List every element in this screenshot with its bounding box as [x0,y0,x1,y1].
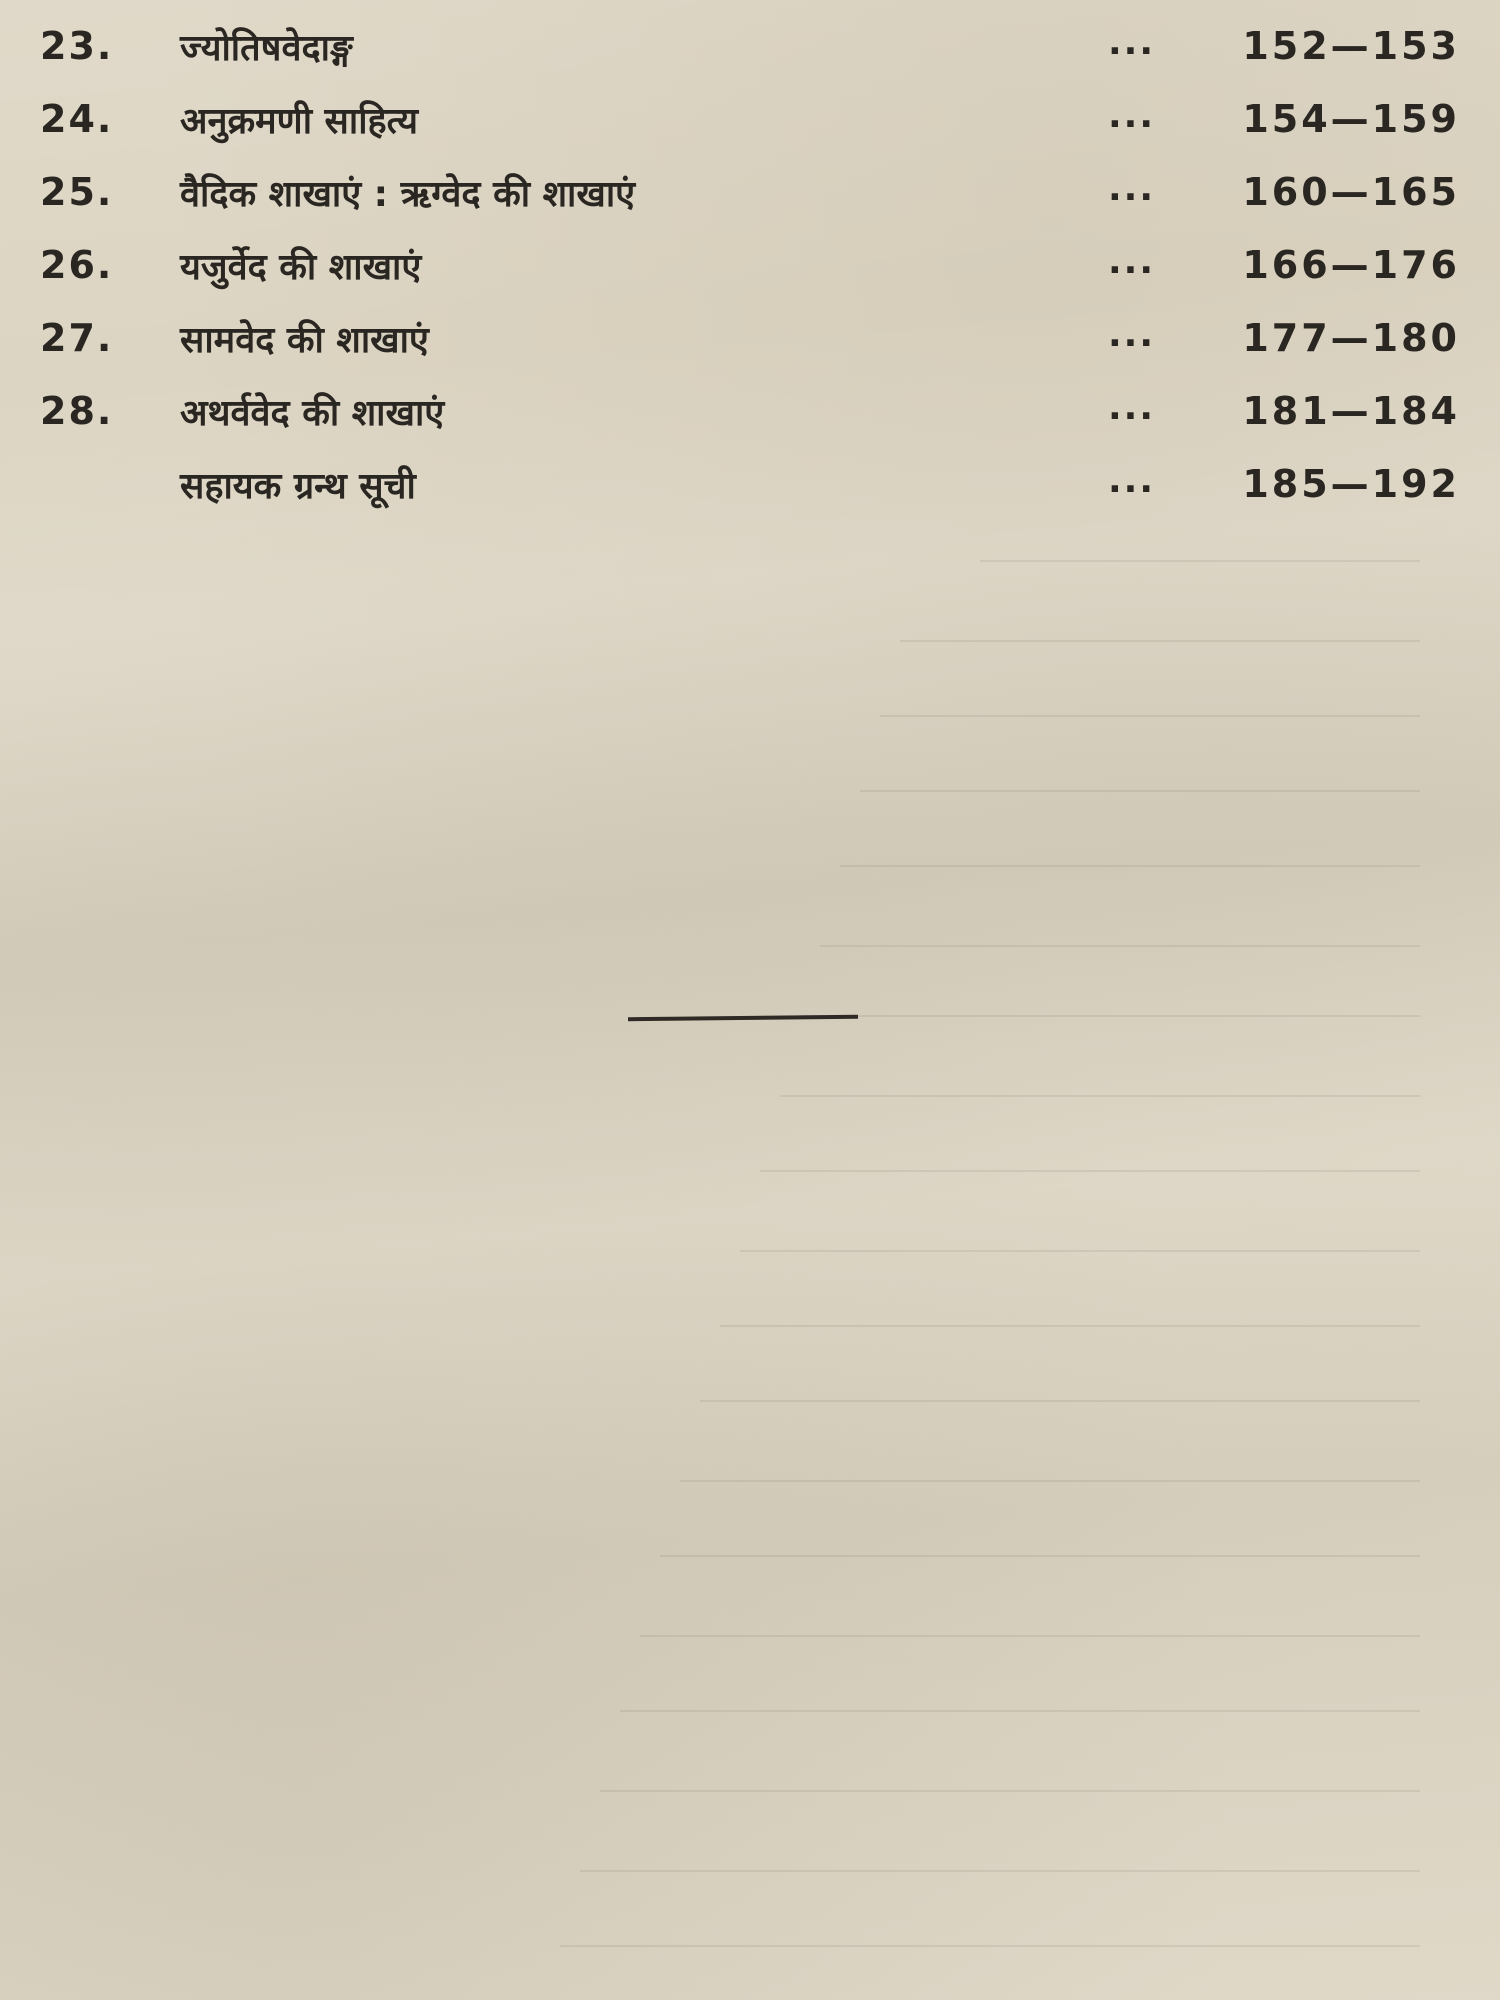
toc-entry-pages: 185—192 [1242,462,1460,506]
toc-entry-title: अथर्ववेद की शाखाएं [180,393,445,434]
table-of-contents [0,14,1500,525]
toc-entry [0,306,1500,379]
toc-entry [0,14,1500,87]
toc-entry-leader: ... [1108,168,1156,209]
toc-entry-title: सामवेद की शाखाएं [180,320,429,361]
toc-entry-title: अनुक्रमणी साहित्य [180,101,418,142]
toc-entry-bibliography [0,452,1500,525]
toc-entry-number: 27. [40,316,114,360]
toc-entry-leader: ... [1108,95,1156,136]
toc-entry [0,87,1500,160]
toc-entry-pages: 177—180 [1242,316,1460,360]
toc-entry-title: ज्योतिषवेदाङ्ग [180,28,353,69]
toc-entry [0,160,1500,233]
toc-entry-number: 28. [40,389,114,433]
toc-entry-leader: ... [1108,387,1156,428]
toc-entry-number: 25. [40,170,114,214]
end-of-contents-rule [628,1015,858,1021]
toc-entry-leader: ... [1108,314,1156,355]
toc-entry-leader: ... [1108,22,1156,63]
toc-entry-pages: 181—184 [1242,389,1460,433]
toc-entry-title: सहायक ग्रन्थ सूची [180,466,416,507]
toc-entry-number: 24. [40,97,114,141]
toc-entry [0,233,1500,306]
toc-entry-pages: 160—165 [1242,170,1460,214]
toc-entry-pages: 166—176 [1242,243,1460,287]
toc-entry-pages: 154—159 [1242,97,1460,141]
toc-entry-number: 26. [40,243,114,287]
toc-entry-pages: 152—153 [1242,24,1460,68]
toc-entry [0,379,1500,452]
toc-entry-title: वैदिक शाखाएं : ऋग्वेद की शाखाएं [180,174,636,215]
toc-entry-title: यजुर्वेद की शाखाएं [180,247,422,288]
toc-entry-number: 23. [40,24,114,68]
toc-entry-leader: ... [1108,460,1156,501]
toc-entry-leader: ... [1108,241,1156,282]
